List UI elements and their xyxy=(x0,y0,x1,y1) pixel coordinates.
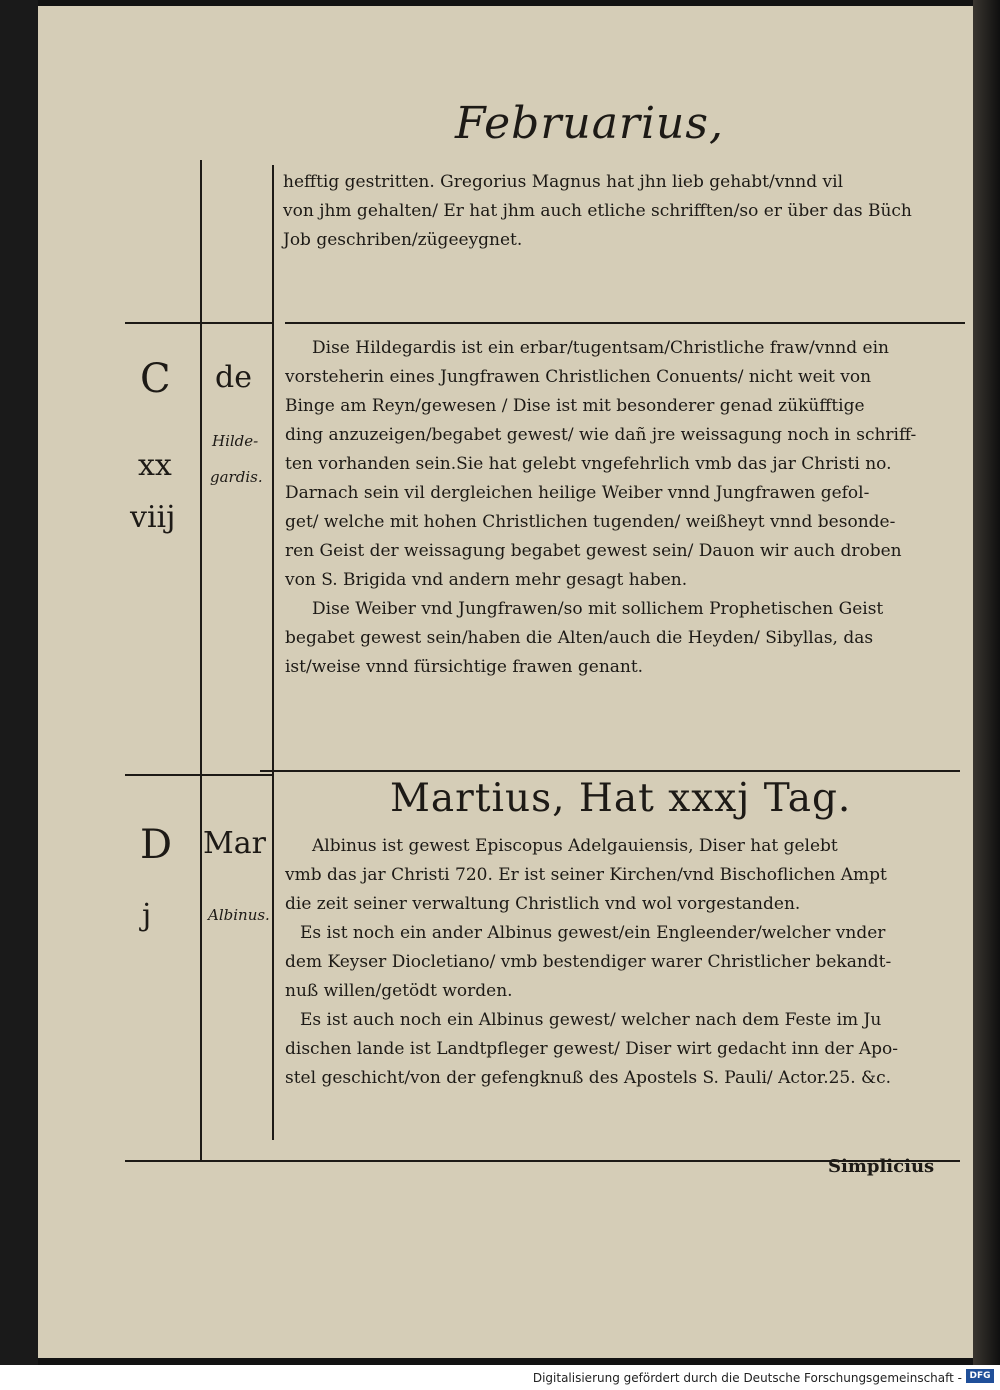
text-line: begabet gewest sein/haben die Alten/auch die Heyden/ Sibyllas, das xyxy=(285,628,874,648)
margin-numeral: viij xyxy=(130,500,176,535)
text-line: vmb das jar Christi 720. Er ist seiner Kirchen/vnd Bischoflichen Ampt xyxy=(285,865,887,885)
margin-numeral: j xyxy=(142,898,152,933)
margin-letter: C xyxy=(140,356,171,402)
page-heading: Februarius, xyxy=(455,98,724,149)
text-line: von jhm gehalten/ Er hat jhm auch etliche schrifften/so er über das Büch xyxy=(283,201,912,221)
text-line: hefftig gestritten. Gregorius Magnus hat jhn lieb gehabt/vnnd vil xyxy=(283,172,844,192)
margin-numeral: xx xyxy=(138,448,172,483)
catchword: Simplicius xyxy=(828,1156,935,1177)
column-rule-outer xyxy=(200,775,202,1160)
text-line: Es ist auch noch ein Albinus gewest/ welcher nach dem Feste im Ju xyxy=(300,1010,882,1030)
digitization-footer xyxy=(0,1365,1000,1390)
text-line: ding anzuzeigen/begabet gewest/ wie dañ jre weissagung noch in schriff- xyxy=(285,425,917,445)
text-line: Darnach sein vil dergleichen heilige Weiber vnnd Jungfrawen gefol- xyxy=(285,483,870,503)
saint-name: Albinus. xyxy=(208,906,270,924)
book-binding xyxy=(0,0,38,1365)
month-heading: Martius, Hat xxxj Tag. xyxy=(390,776,852,821)
text-line: get/ welche mit hohen Christlichen tugenden/ weißheyt vnnd besonde- xyxy=(285,512,896,532)
section-rule xyxy=(125,774,273,776)
text-line: die zeit seiner verwaltung Christlich vnd wol vorgestanden. xyxy=(285,894,801,914)
text-line: ten vorhanden sein.Sie hat gelebt vngefehrlich vmb das jar Christi no. xyxy=(285,454,892,474)
section-rule xyxy=(125,322,273,324)
text-line: ist/weise vnnd fürsichtige frawen genant. xyxy=(285,657,644,677)
dfg-logo-icon: DFG xyxy=(966,1369,994,1383)
text-line: stel geschicht/von der gefengknuß des Apostels S. Pauli/ Actor.25. &c. xyxy=(285,1068,892,1088)
section-rule xyxy=(260,770,960,772)
text-line: Binge am Reyn/gewesen / Dise ist mit besonderer genad züküfftige xyxy=(285,396,865,416)
footer-credit: Digitalisierung gefördert durch die Deutsche Forschungsgemeinschaft - xyxy=(532,1371,962,1385)
column-rule-outer xyxy=(200,325,202,775)
margin-letter: D xyxy=(140,822,173,868)
text-line: Job geschriben/zügeeygnet. xyxy=(283,230,523,250)
text-line: dischen lande ist Landtpfleger gewest/ Diser wirt gedacht inn der Apo- xyxy=(285,1039,899,1059)
saint-name: Hilde- xyxy=(212,432,259,450)
text-line: nuß willen/getödt worden. xyxy=(285,981,513,1001)
text-line: dem Keyser Diocletiano/ vmb bestendiger warer Christlicher bekandt- xyxy=(285,952,892,972)
saint-prefix: Mar xyxy=(203,826,266,861)
text-line: ren Geist der weissagung begabet gewest sein/ Dauon wir auch droben xyxy=(285,541,902,561)
text-line: von S. Brigida vnd andern mehr gesagt haben. xyxy=(285,570,688,590)
text-line: Dise Weiber vnd Jungfrawen/so mit sollichem Prophetischen Geist xyxy=(312,599,884,619)
text-line: vorsteherin eines Jungfrawen Christlichen Conuents/ nicht weit von xyxy=(285,367,872,387)
column-rule-inner xyxy=(272,165,274,1140)
page-edge xyxy=(973,0,1000,1365)
text-line: Es ist noch ein ander Albinus gewest/ein Engleender/welcher vnder xyxy=(300,923,886,943)
section-rule xyxy=(285,322,965,324)
saint-prefix: de xyxy=(215,360,252,395)
text-line: Dise Hildegardis ist ein erbar/tugentsam/Christliche fraw/vnnd ein xyxy=(312,338,889,358)
text-line: Albinus ist gewest Episcopus Adelgauiensis, Diser hat gelebt xyxy=(312,836,838,856)
saint-name: gardis. xyxy=(210,468,263,486)
column-rule-outer xyxy=(200,160,202,325)
